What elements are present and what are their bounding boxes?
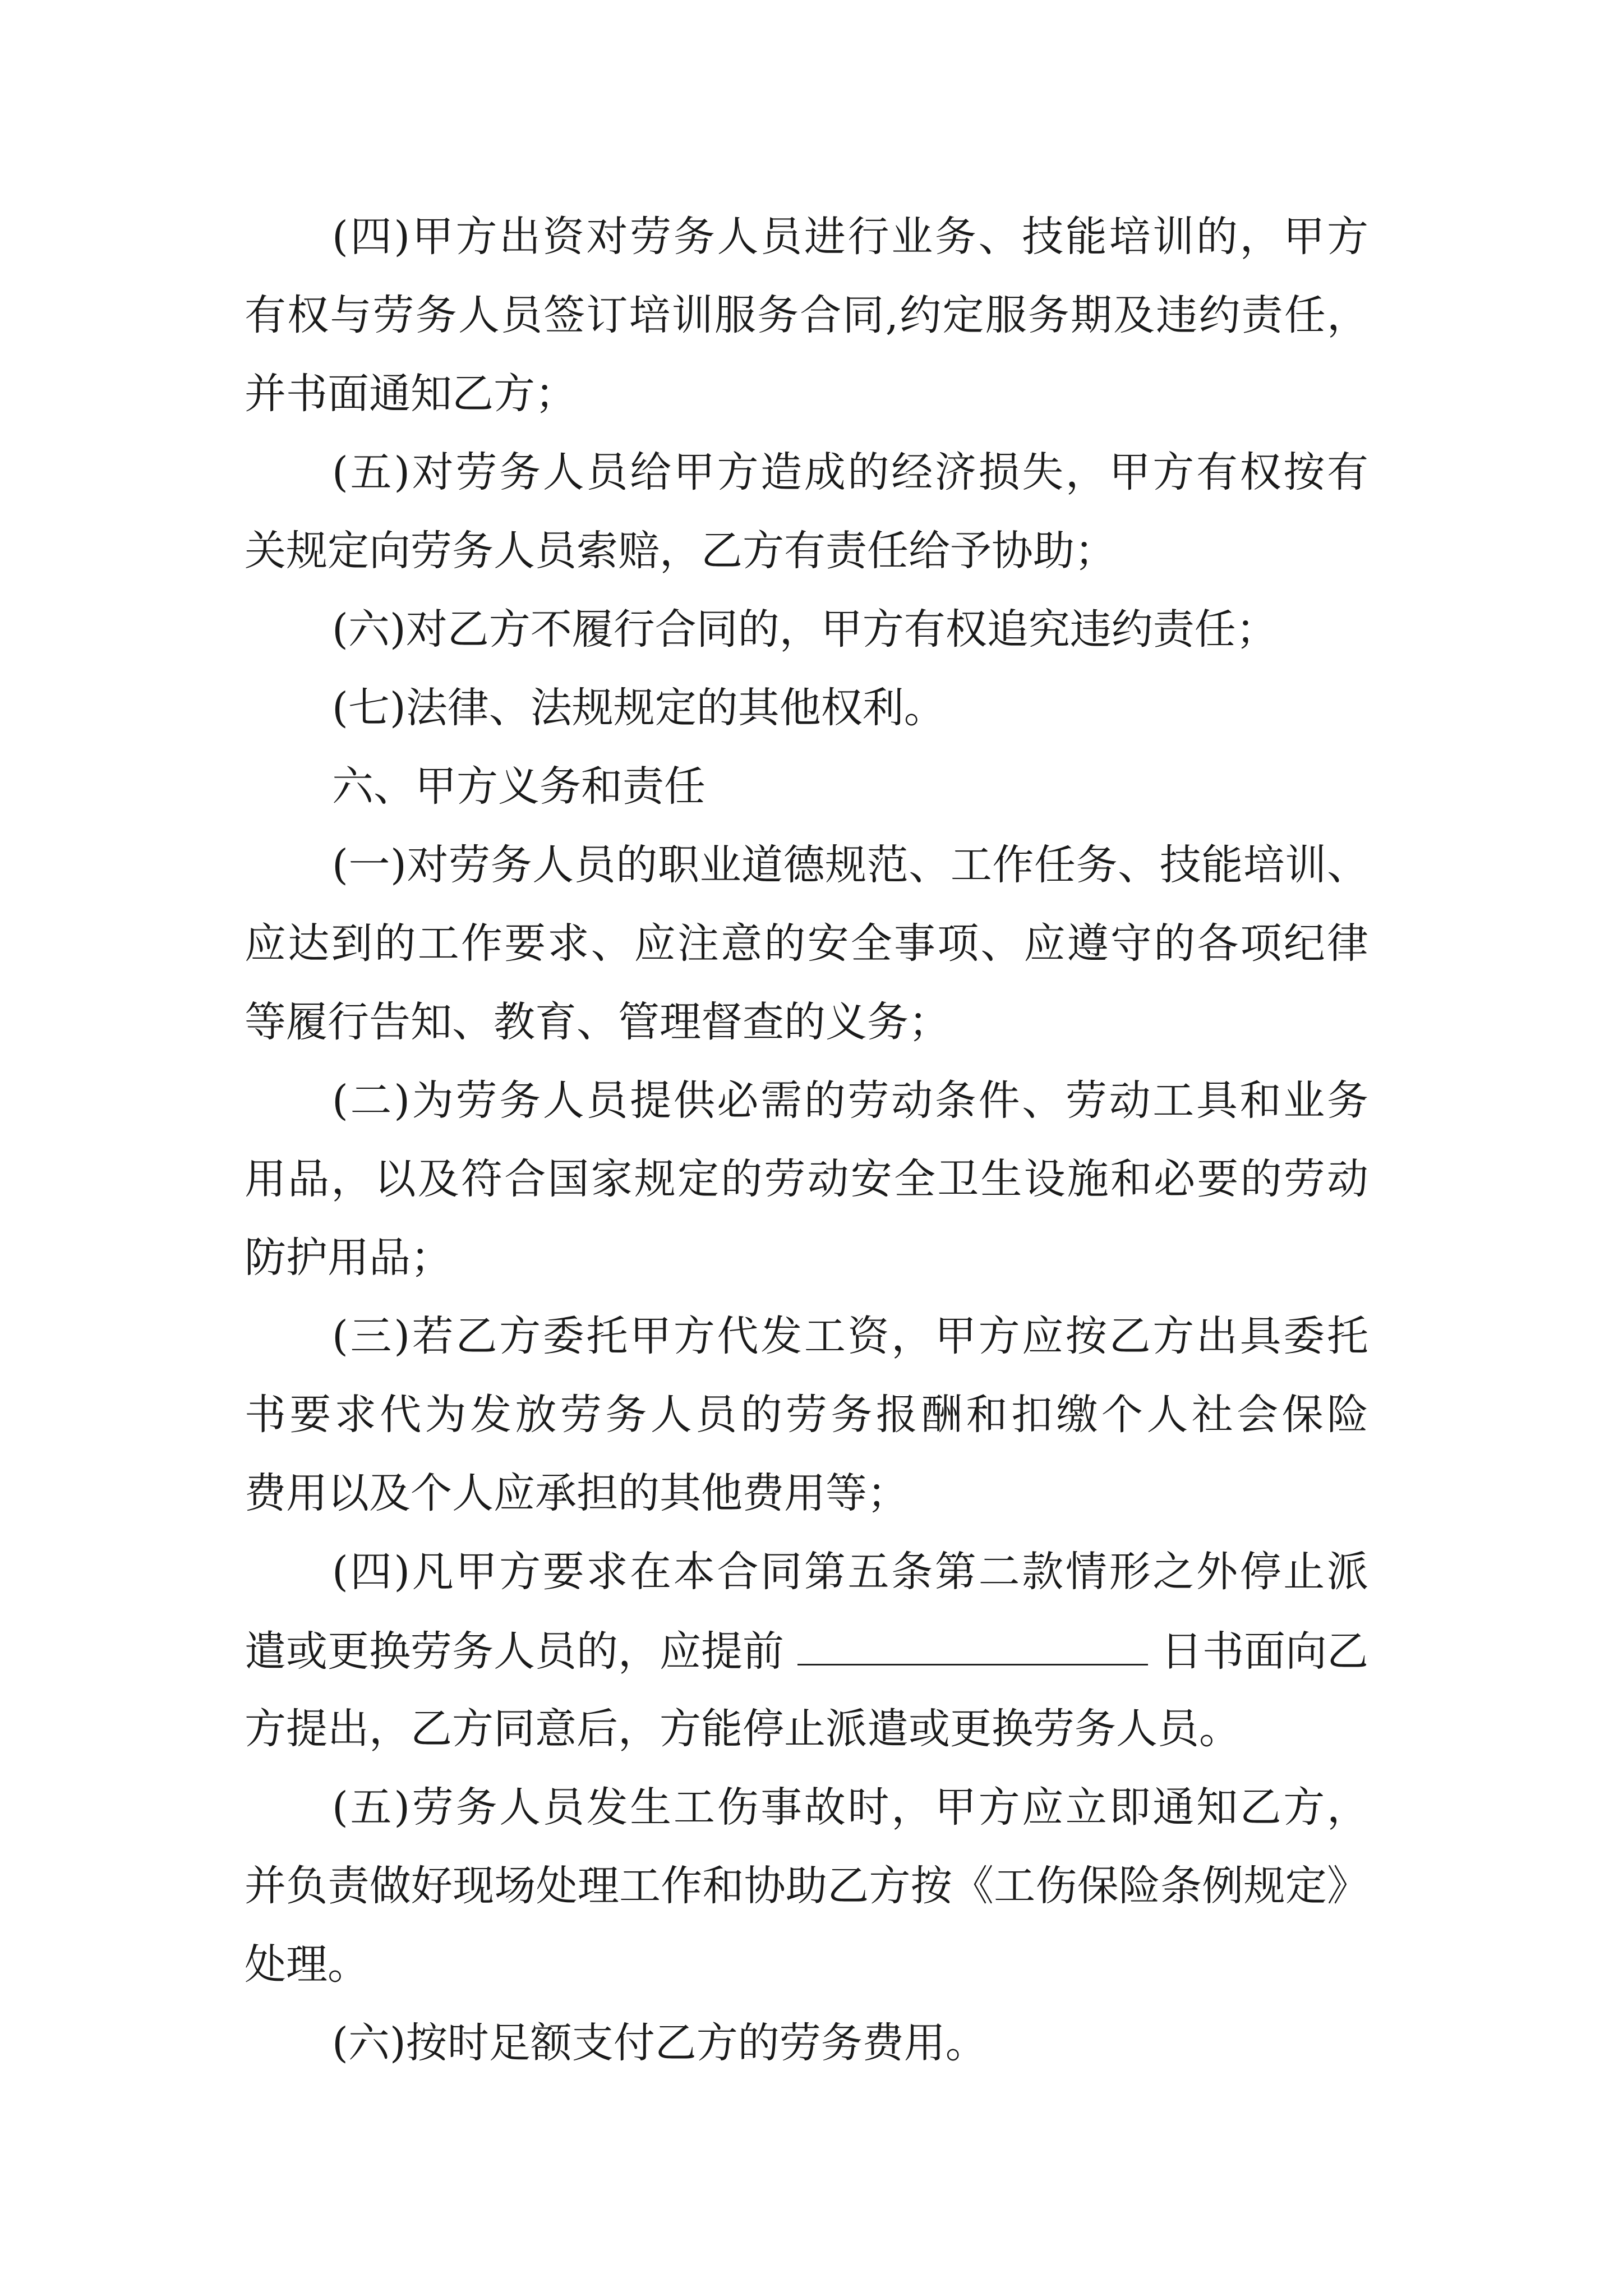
paragraph-line: 并书面通知乙方； — [245, 370, 577, 418]
paragraph-line: 用品，以及符合国家规定的劳动安全卫生设施和必要的劳动 — [245, 1155, 1368, 1203]
paragraph-line: (四)凡甲方要求在本合同第五条第二款情形之外停止派 — [332, 1548, 1368, 1596]
paragraph-line: (五)劳务人员发生工伤事故时，甲方应立即通知乙方， — [332, 1783, 1368, 1832]
paragraph-line: (二)为劳务人员提供必需的劳动条件、劳动工具和业务 — [332, 1076, 1368, 1125]
paragraph-line: 并负责做好现场处理工作和协助乙方按《工伤保险条例规定》 — [245, 1862, 1368, 1910]
paragraph-line: 书要求代为发放劳务人员的劳务报酬和扣缴个人社会保险 — [245, 1391, 1368, 1439]
paragraph-line: 防护用品； — [245, 1234, 452, 1282]
paragraph-line — [245, 1622, 1368, 1678]
section-heading: 六、甲方义务和责任 — [332, 762, 706, 811]
paragraph-line: 方提出，乙方同意后，方能停止派遣或更换劳务人员。 — [245, 1705, 1241, 1753]
paragraph-line: (六)按时足额支付乙方的劳务费用。 — [332, 2019, 987, 2067]
paragraph-line: 等履行告知、教育、管理督查的义务； — [245, 998, 950, 1046]
paragraph-line: (七)法律、法规规定的其他权利。 — [332, 684, 946, 732]
fill-in-blank[interactable] — [797, 1622, 1148, 1665]
paragraph-line: 应达到的工作要求、应注意的安全事项、应遵守的各项纪律 — [245, 919, 1368, 968]
paragraph-line: (四)甲方出资对劳务人员进行业务、技能培训的，甲方 — [332, 213, 1368, 261]
paragraph-line: (一)对劳务人员的职业道德规范、工作任务、技能培训、 — [332, 841, 1368, 889]
paragraph-line: 处理。 — [245, 1940, 369, 1989]
text-before-blank: 遣或更换劳务人员的，应提前 — [245, 1627, 784, 1676]
paragraph-line: (五)对劳务人员给甲方造成的经济损失，甲方有权按有 — [332, 448, 1368, 496]
text-after-blank: 日书面向乙 — [1161, 1627, 1368, 1676]
paragraph-line: (三)若乙方委托甲方代发工资，甲方应按乙方出具委托 — [332, 1312, 1368, 1360]
paragraph-line: 关规定向劳务人员索赔，乙方有责任给予协助； — [245, 527, 1116, 575]
paragraph-line: 费用以及个人应承担的其他费用等； — [245, 1469, 909, 1517]
paragraph-line: (六)对乙方不履行合同的，甲方有权追究违约责任； — [332, 605, 1278, 654]
paragraph-line: 有权与劳务人员签订培训服务合同,约定服务期及违约责任， — [245, 291, 1368, 339]
